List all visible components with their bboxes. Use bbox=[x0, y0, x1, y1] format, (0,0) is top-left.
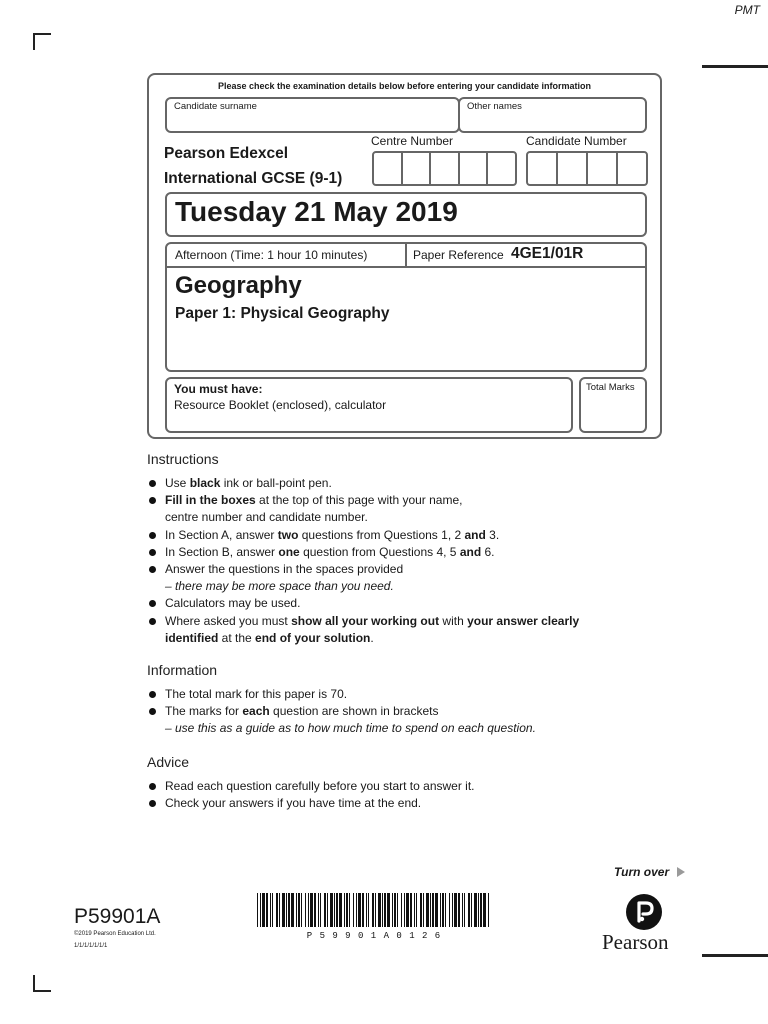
advice-heading: Advice bbox=[147, 754, 190, 770]
list-item: Where asked you must show all your working out with your answer clearly bbox=[147, 613, 667, 630]
barcode-bar bbox=[308, 893, 309, 927]
list-item: Fill in the boxes at the top of this page with your name, bbox=[147, 492, 667, 509]
list-item: Answer the questions in the spaces provided bbox=[147, 561, 667, 578]
crop-mark-top-left bbox=[33, 33, 35, 50]
barcode-bar bbox=[346, 893, 348, 927]
information-heading: Information bbox=[147, 662, 218, 678]
barcode-bar bbox=[454, 893, 457, 927]
list-item: The total mark for this paper is 70. bbox=[147, 686, 687, 703]
barcode-bar bbox=[279, 893, 280, 927]
barcode-bar bbox=[291, 893, 294, 927]
barcode-bar bbox=[262, 893, 265, 927]
paper-details-box bbox=[165, 242, 647, 372]
subject-title: Geography bbox=[175, 272, 302, 299]
list-item-continued: identified at the end of your solution. bbox=[165, 630, 374, 645]
crop-mark-bottom-left-h bbox=[33, 990, 51, 992]
barcode-bar bbox=[464, 893, 465, 927]
candidate-surname-label: Candidate surname bbox=[174, 101, 257, 112]
pearson-logo-icon bbox=[625, 893, 663, 931]
candidate-number-boxes[interactable] bbox=[526, 151, 648, 186]
barcode-bar bbox=[423, 893, 424, 927]
copyright: ©2019 Pearson Education Ltd. bbox=[74, 931, 156, 937]
barcode-bar bbox=[353, 893, 354, 927]
barcode-bar bbox=[296, 893, 297, 927]
barcode-bar bbox=[432, 893, 434, 927]
list-item: Calculators may be used. bbox=[147, 595, 667, 612]
list-item-continued: centre number and candidate number. bbox=[165, 510, 368, 525]
barcode-bar bbox=[478, 893, 479, 927]
barcode-bar bbox=[410, 893, 412, 927]
barcode-bar bbox=[488, 893, 489, 927]
publisher-wordmark: Pearson bbox=[602, 930, 669, 954]
barcode-bar bbox=[462, 893, 463, 927]
barcode-bar bbox=[483, 893, 486, 927]
list-item-continued: – use this as a guide as to how much time to spend on each question. bbox=[165, 721, 536, 736]
other-names-field[interactable] bbox=[458, 97, 647, 133]
exam-date: Tuesday 21 May 2019 bbox=[175, 196, 458, 227]
paper-code: P59901A bbox=[74, 905, 161, 928]
barcode-bar bbox=[288, 893, 290, 927]
print-code: 1/1/1/1/1/1/1 bbox=[74, 943, 108, 949]
list-item: The marks for each question are shown in brackets bbox=[147, 703, 687, 720]
barcode-bar bbox=[474, 893, 477, 927]
list-item: Use black ink or ball-point pen. bbox=[147, 475, 667, 492]
barcode-bar bbox=[266, 893, 268, 927]
barcode-bar bbox=[445, 893, 446, 927]
barcode-bar bbox=[298, 893, 300, 927]
instructions-heading: Instructions bbox=[147, 451, 219, 467]
barcode-bar bbox=[336, 893, 338, 927]
barcode-bar bbox=[339, 893, 342, 927]
barcode-bar bbox=[310, 893, 313, 927]
barcode-bar bbox=[384, 893, 386, 927]
candidate-number-label: Candidate Number bbox=[526, 134, 627, 148]
barcode-bar bbox=[414, 893, 415, 927]
crop-mark-top-left-h bbox=[33, 33, 51, 35]
barcode-bar bbox=[362, 893, 364, 927]
information-list bbox=[147, 686, 687, 738]
margin-rule-top bbox=[702, 65, 768, 68]
must-have-items: Resource Booklet (enclosed), calculator bbox=[174, 398, 387, 412]
barcode-bar bbox=[392, 893, 393, 927]
barcode-bar bbox=[314, 893, 316, 927]
barcode-bar bbox=[344, 893, 345, 927]
list-item: Read each question carefully before you start to answer it. bbox=[147, 778, 667, 795]
candidate-header-box bbox=[147, 73, 662, 439]
other-names-label: Other names bbox=[467, 101, 522, 112]
list-item: Check your answers if you have time at the end. bbox=[147, 795, 667, 812]
date-box bbox=[165, 192, 647, 237]
paper-reference-label: Paper Reference bbox=[413, 248, 504, 262]
barcode-bar bbox=[305, 893, 306, 927]
barcode-bar bbox=[375, 893, 376, 927]
barcode bbox=[257, 893, 491, 939]
barcode-bar bbox=[404, 893, 405, 927]
barcode-bar bbox=[440, 893, 441, 927]
check-details-note: Please check the examination details below before entering your candidate information bbox=[217, 81, 592, 91]
candidate-surname-field[interactable] bbox=[165, 97, 460, 133]
margin-rule-bottom bbox=[702, 954, 768, 957]
total-marks-label: Total Marks bbox=[586, 382, 635, 393]
barcode-bar bbox=[406, 893, 409, 927]
barcode-bar bbox=[366, 893, 367, 927]
barcode-bar bbox=[282, 893, 285, 927]
barcode-bar bbox=[394, 893, 396, 927]
list-item: In Section B, answer one question from Questions 4, 5 and 6. bbox=[147, 544, 667, 561]
barcode-bar bbox=[426, 893, 429, 927]
barcode-bar bbox=[471, 893, 472, 927]
barcode-bar bbox=[458, 893, 460, 927]
barcode-bar bbox=[349, 893, 350, 927]
barcode-bar bbox=[276, 893, 278, 927]
barcode-bar bbox=[358, 893, 361, 927]
barcode-bar bbox=[480, 893, 482, 927]
centre-number-boxes[interactable] bbox=[372, 151, 517, 186]
session-time: Afternoon (Time: 1 hour 10 minutes) bbox=[175, 248, 368, 262]
barcode-bar bbox=[318, 893, 319, 927]
barcode-bar bbox=[401, 893, 402, 927]
barcode-bar bbox=[356, 893, 357, 927]
page-marker: PMT bbox=[734, 3, 760, 17]
paper-title: Paper 1: Physical Geography bbox=[175, 305, 390, 322]
barcode-bar bbox=[378, 893, 381, 927]
barcode-bar bbox=[435, 893, 438, 927]
barcode-bar bbox=[368, 893, 369, 927]
barcode-bar bbox=[387, 893, 390, 927]
qualification: International GCSE (9-1) bbox=[164, 170, 343, 187]
list-item-continued: – there may be more space than you need. bbox=[165, 579, 394, 594]
barcode-bar bbox=[320, 893, 321, 927]
barcode-bar bbox=[286, 893, 287, 927]
barcode-digits: P 5 9 9 0 1 A 0 1 2 6 bbox=[306, 931, 442, 939]
barcode-bar bbox=[301, 893, 302, 927]
barcode-bar bbox=[260, 893, 261, 927]
barcode-bar bbox=[330, 893, 333, 927]
instructions-list bbox=[147, 475, 667, 647]
barcode-bar bbox=[452, 893, 453, 927]
barcode-bar bbox=[382, 893, 383, 927]
list-item: In Section A, answer two questions from Questions 1, 2 and 3. bbox=[147, 527, 667, 544]
barcode-bar bbox=[420, 893, 422, 927]
advice-list bbox=[147, 778, 667, 812]
barcode-bar bbox=[334, 893, 335, 927]
turn-over-label: Turn over bbox=[614, 865, 670, 879]
turn-over-arrow-icon bbox=[677, 867, 685, 877]
centre-number-label: Centre Number bbox=[371, 134, 454, 148]
exam-board: Pearson Edexcel bbox=[164, 145, 289, 162]
barcode-bar bbox=[430, 893, 431, 927]
paper-reference: 4GE1/01R bbox=[511, 245, 584, 262]
barcode-bar bbox=[442, 893, 444, 927]
must-have-box bbox=[165, 377, 573, 433]
barcode-bar bbox=[324, 893, 326, 927]
barcode-bar bbox=[468, 893, 470, 927]
barcode-bar bbox=[257, 893, 258, 927]
barcode-bar bbox=[327, 893, 328, 927]
barcode-bar bbox=[372, 893, 374, 927]
barcode-bar bbox=[416, 893, 417, 927]
barcode-bar bbox=[270, 893, 271, 927]
barcode-bar bbox=[397, 893, 398, 927]
barcode-bar bbox=[272, 893, 273, 927]
must-have-label: You must have: bbox=[174, 382, 263, 396]
barcode-bar bbox=[449, 893, 450, 927]
total-marks-box[interactable] bbox=[579, 377, 647, 433]
